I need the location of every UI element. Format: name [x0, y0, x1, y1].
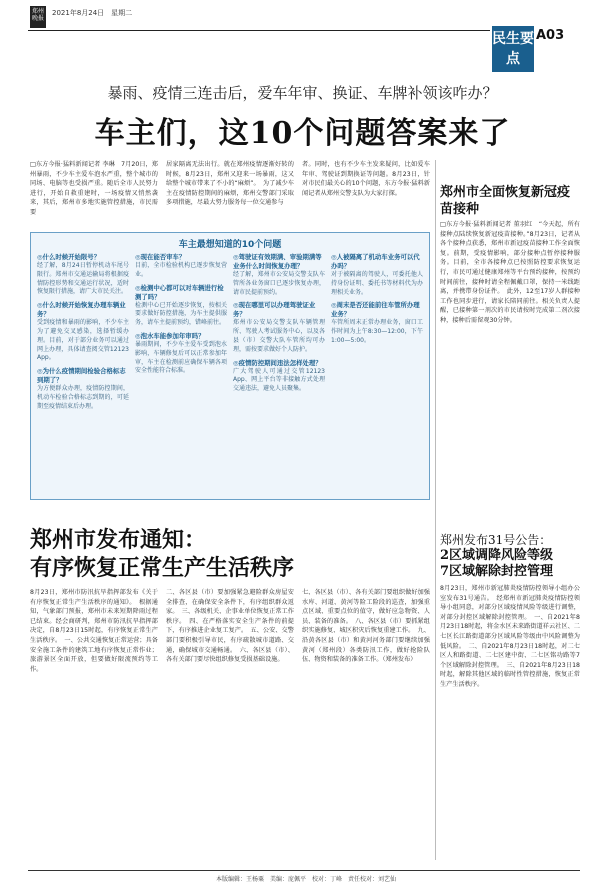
side-story-2-title [440, 532, 580, 580]
qa-answer: 受到疫情和暴雨的影响，不少车主为了避免交叉感染，选择暂缓办理。目前，对于部分业务可以通过网上办理，具体请查阅交管12123 App。 [37, 319, 129, 362]
headline-kicker: 暴雨、疫情三连击后，爱车年审、换证、车牌补领该咋办？ [107, 84, 498, 102]
qa-question: ◎泡水车能参加年审吗？ [135, 331, 205, 340]
qa-question: ◎人被隔离了机动车业务可以代办吗？ [331, 253, 420, 270]
qa-answer: 广大驾驶人可通过交管12123 App、网上平台等非接触方式处理交通违法，避免人员聚集。 [233, 367, 325, 393]
side-story-2-body: 8月23日，郑州市新冠肺炎疫情防控领导小组办公室发布31号通告。 经郑州市新冠肺炎疫情防控领导小组同意，对部分区域疫情风险等级进行调整，对部分封控区域解除封控管理。 一、自2021年8月23日18时起，将金水区未来路街道祥云社区、二七区长江路街道部分区域风险等级由中风险调整为低风险。 二、自2021年8月23日18时起，对二七区人和路街道、二七区建中街、二七区铭功路等7个区域解除封控管理。 三、自2021年8月23日18时起，解除其他区域的临时性管控措施，恢复正常生产生活秩序。 [440, 585, 580, 688]
qa-answer: 经了解，8月24日暂停机动车尾号限行。郑州市交通运输局将根据疫情防控形势和交通运行状况，适时恢复限行措施，请广大市民关注。 [37, 262, 129, 296]
footer-credits: 本版编辑：王杨粟 美编：庞佩平 校对：丁峰 责任校对：刘艺仙 [215, 876, 396, 883]
side-story-1-body: □东方今报·猛料新闻记者 董羽红 “今天起，所有接种点陆续恢复新冠疫苗接种。”8月23日，记者从各个接种点获悉，郑州市新冠疫苗接种工作全面恢复。前期，受疫情影响，部分接种点暂停接种服务。目前，全市各接种点已按照防控要求恢复运行，市民可通过健康郑州等平台预约接种，按预约时间前往，接种时请全程佩戴口罩，保持一米线距离，并携带身份证件。 此外，12至17岁人群接种工作也同步进行，请家长陪同前往。相关负责人提醒，已接种第一剂次的市民请按时完成第二剂次接种，接种后需留观30分钟。 [440, 221, 580, 324]
qa-question: ◎现在能否审车？ [135, 253, 186, 261]
qa-item [331, 301, 423, 345]
qa-question: ◎现在哪里可以办理驾驶证业务？ [233, 301, 316, 319]
qa-item [37, 253, 129, 297]
qa-question: ◎疫情防控期间违法怎样处理？ [233, 358, 322, 367]
qa-item [331, 253, 423, 297]
side-story-2-title-line3: 7区域解除封控管理 [440, 564, 554, 579]
qa-item [233, 359, 325, 394]
main-headline: 车主们，这10个问题答案来了 [94, 116, 511, 151]
qa-question: ◎周末是否还能前往车管所办理业务？ [331, 301, 420, 319]
masthead [0, 0, 600, 67]
issue-date: 2021年8月24日 星期二 [52, 9, 133, 17]
qa-answer: 检测中心已开始逐步恢复，按相关要求做好防控措施，为车主提供服务，请车主提前预约，错峰前往。 [135, 301, 227, 327]
qa-question: ◎为什么疫情期间检验合格标志到期了？ [37, 367, 126, 385]
side-story-1-title: 郑州市全面恢复新冠疫苗接种 [440, 185, 571, 217]
intro-column-2: 居家隔离无法出行。就在郑州疫情逐渐好转的时候，8月23日，郑州又迎来一场暴雨，这又给整个城市带来了不小的“麻烦”。 为了减少车主在疫情防控期间的麻烦，郑州交警部门采取多项措施，尽最大努力服务每一位交通参与 [166, 161, 294, 207]
column-divider [435, 160, 436, 860]
qa-item [135, 332, 227, 376]
section-label: 民生要点 [492, 26, 534, 72]
qa-column-4 [331, 253, 423, 493]
side-story-2-title-line1: 郑州发布31号公告： [440, 533, 552, 547]
page-number: A03 [536, 28, 565, 43]
qa-question: ◎什么时候开始恢复办理车辆业务？ [37, 301, 126, 319]
qa-item [135, 253, 227, 280]
qa-answer: 目前，全市检验机构已逐步恢复营业。 [135, 262, 227, 278]
intro-column-3: 者。同时，也有不少车主发来疑问，比如爱车年审、驾驶证到期换证等问题。8月23日，针对市民们最关心的10个问题，东方今报·猛料新闻记者从郑州交警支队为大家打探。 [302, 161, 430, 197]
qa-answer: 车管所周末正常办理业务，窗口工作时间为上午8:30—12:00，下午1:00—5:00。 [331, 319, 423, 344]
qa-question: ◎检测中心都可以对车辆进行检测了吗？ [135, 283, 224, 301]
qa-answer: 郑州市公安局交警支队车辆管理所、驾驶人考试服务中心，以及各县（市）交警大队车管所均可办理，需按要求做好个人防护。 [233, 319, 325, 353]
sub-story-title-line1: 郑州市发布通知： [30, 527, 207, 553]
qa-answer: 对于被隔离的驾驶人，可委托他人持身份证明、委托书等材料代为办理相关业务。 [331, 271, 423, 296]
qa-item [135, 284, 227, 328]
newspaper-logo: 郑州晚报 [30, 6, 46, 28]
footer-rule [28, 870, 580, 871]
qa-item [233, 301, 325, 354]
qa-column-1 [37, 253, 129, 493]
qa-column-3 [233, 253, 325, 493]
qa-answer: 暴雨期间，不少车主爱车受到泡水影响，车辆修复后可以正常参加年审，车主在检测前应确保车辆各项安全性能符合标准。 [135, 340, 227, 375]
qa-panel [30, 232, 430, 500]
side-story-2-title-line2: 2区域调降风险等级 [440, 548, 554, 563]
qa-answer: 为方便群众办理，疫情防控期间，机动车检验合格标志到期的，可延期至疫情结束后办理。 [37, 385, 129, 410]
qa-item [37, 367, 129, 411]
header-rule [28, 30, 490, 31]
sub-story-column-2: 二、各区县（市）要加强紧急避险群众房屋安全排查，在确保安全条件下，有序组织群众返家。 三、各级机关、企事业单位恢复正常工作秩序。 四、在严格落实安全生产条件的前提下，有序推进企业复工复产。 五、公安、交警部门要积极引导市民，有序疏散城市道路、交通，确保城市交通畅通。 六、各区县（市）、各有关部门要尽快组织修复受损基础设施。 [166, 589, 294, 664]
sub-story-column-3: 七、各区县（市）、各有关部门要组织做好加强水库、河道、黄河等险工险段的巡查，加强重点区域、重要点位的值守，做好应急物资、人员、装备的准备。 八、各区县（市）要抓紧组织实施修复、城区积灾后恢复重建工作。 九、沿黄各区县（市）和黄河河务部门要继续加强黄河（郑州段）各类防汛工作，做好抢险队伍、物资和装备的准备工作。（郑州发布） [302, 589, 430, 664]
sub-story-title-line2: 有序恢复正常生产生活秩序 [30, 555, 295, 581]
qa-item [37, 301, 129, 363]
sub-story-column-1: 8月23日，郑州市防汛抗旱指挥部发布《关于有序恢复正常生产生活秩序的通知》。 根据通知，气象部门预报，郑州市未来短期降雨过程已结束。经会商研判，郑州市防汛抗旱指挥部决定，自8月23日15时起，有序恢复正常生产生活秩序。 一、公共交通恢复正常运营；具备安全施工条件的建筑工地有序恢复正常作业；旅游景区全面开放，但要做好限流预约等工作。 [30, 589, 158, 673]
qa-panel-title: 车主最想知道的10个问题 [178, 240, 282, 250]
qa-question: ◎驾驶证有效期满、审验期满等业务什么时间恢复办理？ [233, 253, 322, 270]
qa-column-2 [135, 253, 227, 493]
sub-story-title [30, 526, 430, 582]
intro-column-1: □东方今报·猛料新闻记者 李琳 7月20日，郑州暴雨，不少车主爱车泡水严重，整个城市的同场、电脑等也受损严重。随后全市人民努力进行，开始自救重建时，一场疫情又悄然袭来，其后，郑州市多地实施管控措施，市民需要 [30, 161, 158, 216]
qa-question: ◎什么时候开始限号？ [37, 253, 101, 261]
qa-answer: 经了解，郑州市公安局交警支队车管所各业务窗口已逐步恢复办理，请市民提前预约。 [233, 271, 325, 296]
qa-item [233, 253, 325, 297]
